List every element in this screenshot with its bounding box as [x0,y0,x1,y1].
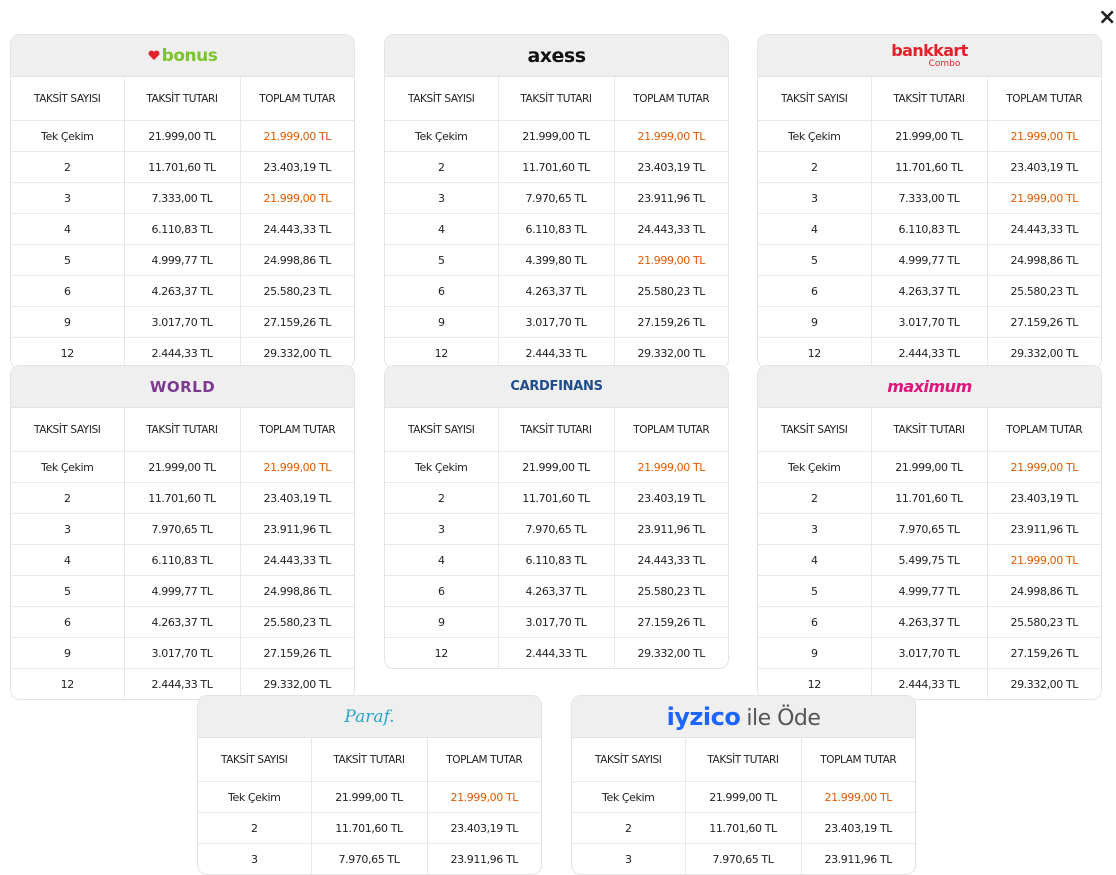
column-header-total-amount: TOPLAM TUTAR [614,408,728,452]
close-button[interactable]: × [1098,5,1116,30]
installment-amount: 4.399,80 TL [498,245,614,276]
column-header-installment-count: TAKSİT SAYISI [385,77,498,121]
installment-count: 2 [758,483,871,514]
installment-card-paraf [197,695,542,875]
installment-count: 12 [758,669,871,700]
installment-count: 2 [758,152,871,183]
installment-count: 6 [11,607,124,638]
installment-count: 9 [758,638,871,669]
table-row[interactable] [11,607,354,638]
table-row[interactable] [11,152,354,183]
installment-amount: 21.999,00 TL [124,121,240,152]
table-row[interactable] [385,214,728,245]
total-amount: 21.999,00 TL [614,121,728,152]
installment-count: 12 [758,338,871,369]
table-row[interactable] [385,514,728,545]
bankkart-logo-text: bankkart [891,40,968,60]
table-row[interactable] [11,183,354,214]
installment-amount: 6.110,83 TL [871,214,987,245]
installment-card-world [10,365,355,700]
installment-amount: 7.970,65 TL [124,514,240,545]
installment-count: 6 [758,607,871,638]
total-amount: 27.159,26 TL [240,307,354,338]
column-header-total-amount: TOPLAM TUTAR [801,738,915,782]
total-amount: 24.998,86 TL [987,245,1101,276]
table-row[interactable] [385,152,728,183]
total-amount: 27.159,26 TL [614,307,728,338]
installment-amount: 7.970,65 TL [498,514,614,545]
installment-count: 3 [758,514,871,545]
total-amount: 29.332,00 TL [637,346,706,360]
installment-amount: 21.999,00 TL [871,452,987,483]
table-row[interactable] [758,545,1101,576]
total-amount: 21.999,00 TL [240,121,354,152]
installment-amount: 4.999,77 TL [871,245,987,276]
installment-amount: 2.444,33 TL [498,638,614,669]
installment-card-iyzico [571,695,916,875]
bankkart-logo [891,40,968,69]
total-amount: 24.998,86 TL [240,576,354,607]
column-header-total-amount: TOPLAM TUTAR [614,77,728,121]
installment-count: 2 [572,813,685,844]
table-header-row [385,77,728,121]
total-amount: 23.403,19 TL [614,483,728,514]
installment-amount: 4.263,37 TL [124,276,240,307]
installment-count: 3 [385,183,498,214]
installment-count: Tek Çekim [198,782,311,813]
installment-amount: 2.444,33 TL [871,669,987,700]
table-row[interactable] [11,452,354,483]
total-amount: 24.443,33 TL [240,214,354,245]
installment-amount: 4.263,37 TL [498,276,614,307]
column-header-installment-amount: TAKSİT TUTARI [498,77,614,121]
installment-count: Tek Çekim [11,452,124,483]
bonus-logo [148,46,218,66]
cardfinans-logo: CARDFINANS [510,379,603,394]
card-header [385,366,728,408]
total-amount: 21.999,00 TL [427,782,541,813]
installment-count: 4 [11,214,124,245]
table-row[interactable] [198,782,541,813]
total-amount: 25.580,23 TL [240,607,354,638]
table-row[interactable] [758,338,1101,369]
installment-count: 3 [758,183,871,214]
installment-count: Tek Çekim [758,452,871,483]
table-row[interactable] [385,183,728,214]
maximum-logo: maximum [887,377,972,396]
column-header-total-amount: TOPLAM TUTAR [987,77,1101,121]
installment-table [758,77,1101,368]
installment-count: 4 [758,214,871,245]
installment-table [385,77,728,368]
installment-amount: 11.701,60 TL [311,813,427,844]
iyzico-logo-text: iyzico [666,702,741,731]
installment-table [11,408,354,699]
installment-amount: 11.701,60 TL [498,152,614,183]
bonus-logo-text: bonus [161,45,218,66]
installment-count: 6 [385,576,498,607]
column-header-total-amount: TOPLAM TUTAR [240,77,354,121]
column-header-installment-count: TAKSİT SAYISI [385,408,498,452]
installment-amount: 11.701,60 TL [498,483,614,514]
installment-count: 5 [11,576,124,607]
total-amount: 23.403,19 TL [240,483,354,514]
table-row[interactable] [385,483,728,514]
installment-amount: 4.999,77 TL [124,576,240,607]
installment-count: 9 [758,307,871,338]
table-row[interactable] [758,276,1101,307]
total-amount: 24.443,33 TL [240,545,354,576]
table-row[interactable] [385,245,728,276]
table-row[interactable] [758,183,1101,214]
table-row[interactable] [11,638,354,669]
installment-amount: 6.110,83 TL [124,545,240,576]
table-row[interactable] [11,514,354,545]
installment-count: 9 [11,638,124,669]
installment-count: 12 [11,669,124,700]
total-amount: 23.911,96 TL [987,514,1101,545]
installment-count: 6 [11,276,124,307]
column-header-installment-amount: TAKSİT TUTARI [685,738,801,782]
card-header [758,366,1101,408]
table-row[interactable] [758,638,1101,669]
total-amount: 25.580,23 TL [240,276,354,307]
total-amount: 25.580,23 TL [614,576,728,607]
table-row[interactable] [572,813,915,844]
installment-amount: 11.701,60 TL [685,813,801,844]
total-amount: 21.999,00 TL [614,245,728,276]
table-row[interactable] [758,121,1101,152]
installment-amount: 3.017,70 TL [124,638,240,669]
installment-amount: 3.017,70 TL [124,307,240,338]
column-header-installment-amount: TAKSİT TUTARI [124,408,240,452]
total-amount: 21.999,00 TL [240,452,354,483]
table-row[interactable] [11,121,354,152]
installment-amount: 2.444,33 TL [124,669,240,700]
table-header-row [758,408,1101,452]
table-row[interactable] [11,576,354,607]
table-row[interactable] [758,514,1101,545]
installment-count: 3 [11,183,124,214]
installment-amount: 7.970,65 TL [498,183,614,214]
paraf-logo: Paraf. [344,706,395,727]
installment-amount: 7.970,65 TL [871,514,987,545]
total-amount: 23.911,96 TL [450,852,519,866]
table-header-row [572,738,915,782]
total-amount: 27.159,26 TL [240,638,354,669]
heart-icon [148,50,160,61]
iyzico-logo [667,703,821,731]
installment-count: 5 [385,245,498,276]
column-header-installment-count: TAKSİT SAYISI [11,408,124,452]
total-amount: 29.332,00 TL [263,677,332,691]
installment-amount: 4.263,37 TL [498,576,614,607]
installment-table [198,738,541,874]
installment-table [11,77,354,368]
table-row[interactable] [11,214,354,245]
column-header-total-amount: TOPLAM TUTAR [987,408,1101,452]
axess-logo: axess [527,44,586,67]
table-row[interactable] [758,307,1101,338]
column-header-installment-amount: TAKSİT TUTARI [871,77,987,121]
total-amount: 29.332,00 TL [263,346,332,360]
table-row[interactable] [758,152,1101,183]
table-row[interactable] [11,338,354,369]
table-row[interactable] [385,121,728,152]
column-header-installment-count: TAKSİT SAYISI [758,408,871,452]
installment-amount: 21.999,00 TL [124,452,240,483]
installment-amount: 21.999,00 TL [498,121,614,152]
table-row[interactable] [385,276,728,307]
installment-count: 3 [385,514,498,545]
total-amount: 29.332,00 TL [637,646,706,660]
installment-count: 12 [11,338,124,369]
table-header-row [198,738,541,782]
installment-count: 4 [11,545,124,576]
installment-count: 5 [758,245,871,276]
total-amount: 21.999,00 TL [987,121,1101,152]
installment-count: 3 [198,844,311,875]
column-header-installment-count: TAKSİT SAYISI [198,738,311,782]
card-header [572,696,915,738]
table-row[interactable] [385,576,728,607]
iyzico-logo-sub: ile Öde [746,705,821,731]
installment-amount: 7.970,65 TL [311,844,427,875]
column-header-installment-count: TAKSİT SAYISI [11,77,124,121]
table-header-row [11,77,354,121]
installment-card-bankkart [757,34,1102,369]
installment-table [572,738,915,874]
installment-card-bonus [10,34,355,369]
total-amount: 24.443,33 TL [987,214,1101,245]
installment-amount: 4.999,77 TL [124,245,240,276]
table-row[interactable] [758,452,1101,483]
installment-amount: 21.999,00 TL [871,121,987,152]
table-row[interactable] [11,245,354,276]
installment-card-axess [384,34,729,369]
installment-amount: 11.701,60 TL [124,152,240,183]
installment-count: 3 [572,844,685,875]
installment-amount: 6.110,83 TL [498,214,614,245]
installment-amount: 2.444,33 TL [498,338,614,369]
installment-table [758,408,1101,699]
total-amount: 25.580,23 TL [987,276,1101,307]
installment-amount: 3.017,70 TL [871,307,987,338]
table-row[interactable] [758,483,1101,514]
installment-count: 12 [385,338,498,369]
total-amount: 21.999,00 TL [987,183,1101,214]
installment-count: 4 [385,545,498,576]
installment-amount: 21.999,00 TL [498,452,614,483]
installment-count: 2 [198,813,311,844]
table-row[interactable] [385,607,728,638]
table-row[interactable] [11,483,354,514]
installment-count: 2 [385,152,498,183]
column-header-installment-amount: TAKSİT TUTARI [124,77,240,121]
table-row[interactable] [385,307,728,338]
installment-amount: 6.110,83 TL [124,214,240,245]
table-row[interactable] [198,813,541,844]
bankkart-logo-sub: Combo [928,58,961,69]
card-header [385,35,728,77]
table-row[interactable] [385,338,728,369]
table-row[interactable] [385,452,728,483]
total-amount: 21.999,00 TL [240,183,354,214]
table-row[interactable] [11,545,354,576]
installment-count: 3 [11,514,124,545]
installment-amount: 5.499,75 TL [871,545,987,576]
installment-count: 9 [385,307,498,338]
total-amount: 23.403,19 TL [427,813,541,844]
total-amount: 29.332,00 TL [1010,346,1079,360]
total-amount: 21.999,00 TL [801,782,915,813]
installment-amount: 7.333,00 TL [124,183,240,214]
installment-count: 2 [11,152,124,183]
column-header-installment-count: TAKSİT SAYISI [572,738,685,782]
table-header-row [758,77,1101,121]
installment-amount: 2.444,33 TL [124,338,240,369]
table-row[interactable] [572,844,915,875]
total-amount: 24.443,33 TL [614,214,728,245]
table-row[interactable] [11,307,354,338]
total-amount: 25.580,23 TL [987,607,1101,638]
installment-amount: 4.263,37 TL [124,607,240,638]
installment-count: 2 [385,483,498,514]
installment-count: 4 [385,214,498,245]
total-amount: 23.403,19 TL [801,813,915,844]
total-amount: 29.332,00 TL [1010,677,1079,691]
installment-amount: 3.017,70 TL [498,607,614,638]
installment-amount: 21.999,00 TL [311,782,427,813]
total-amount: 23.403,19 TL [614,152,728,183]
table-row[interactable] [572,782,915,813]
total-amount: 23.403,19 TL [987,152,1101,183]
column-header-installment-amount: TAKSİT TUTARI [871,408,987,452]
total-amount: 27.159,26 TL [614,607,728,638]
column-header-total-amount: TOPLAM TUTAR [240,408,354,452]
table-row[interactable] [758,214,1101,245]
total-amount: 24.443,33 TL [614,545,728,576]
installment-table [385,408,728,668]
total-amount: 21.999,00 TL [987,545,1101,576]
table-row[interactable] [758,607,1101,638]
installment-count: Tek Çekim [572,782,685,813]
installment-count: 2 [11,483,124,514]
table-row[interactable] [758,245,1101,276]
total-amount: 23.911,96 TL [824,852,893,866]
card-header [198,696,541,738]
total-amount: 24.998,86 TL [987,576,1101,607]
total-amount: 21.999,00 TL [987,452,1101,483]
total-amount: 23.403,19 TL [240,152,354,183]
total-amount: 24.998,86 TL [240,245,354,276]
total-amount: 23.403,19 TL [987,483,1101,514]
table-row[interactable] [758,576,1101,607]
card-header [11,366,354,408]
installment-count: 6 [385,276,498,307]
installment-amount: 3.017,70 TL [498,307,614,338]
installment-card-maximum [757,365,1102,700]
table-row[interactable] [11,276,354,307]
total-amount: 23.911,96 TL [614,514,728,545]
total-amount: 23.911,96 TL [240,514,354,545]
installment-amount: 4.999,77 TL [871,576,987,607]
card-header [11,35,354,77]
installment-count: 9 [11,307,124,338]
installment-amount: 4.263,37 TL [871,276,987,307]
column-header-installment-amount: TAKSİT TUTARI [498,408,614,452]
installment-amount: 6.110,83 TL [498,545,614,576]
total-amount: 23.911,96 TL [614,183,728,214]
installment-count: Tek Çekim [385,121,498,152]
installment-card-cardfinans [384,365,729,669]
world-logo: WORLD [149,377,216,396]
installment-count: 5 [758,576,871,607]
installment-amount: 7.333,00 TL [871,183,987,214]
installment-amount: 11.701,60 TL [871,152,987,183]
table-row[interactable] [385,545,728,576]
installment-amount: 4.263,37 TL [871,607,987,638]
installment-count: 12 [385,638,498,669]
column-header-total-amount: TOPLAM TUTAR [427,738,541,782]
column-header-installment-amount: TAKSİT TUTARI [311,738,427,782]
installment-count: 9 [385,607,498,638]
table-row[interactable] [385,638,728,669]
installment-amount: 11.701,60 TL [124,483,240,514]
column-header-installment-count: TAKSİT SAYISI [758,77,871,121]
installment-amount: 21.999,00 TL [685,782,801,813]
installment-count: 4 [758,545,871,576]
card-header [758,35,1101,77]
installment-amount: 7.970,65 TL [685,844,801,875]
installment-amount: 2.444,33 TL [871,338,987,369]
total-amount: 21.999,00 TL [614,452,728,483]
installment-count: Tek Çekim [385,452,498,483]
total-amount: 27.159,26 TL [987,307,1101,338]
installment-count: Tek Çekim [11,121,124,152]
total-amount: 25.580,23 TL [614,276,728,307]
installment-count: 6 [758,276,871,307]
table-header-row [385,408,728,452]
installment-amount: 3.017,70 TL [871,638,987,669]
installment-count: 5 [11,245,124,276]
table-row[interactable] [198,844,541,875]
total-amount: 27.159,26 TL [987,638,1101,669]
table-header-row [11,408,354,452]
installment-count: Tek Çekim [758,121,871,152]
installment-amount: 11.701,60 TL [871,483,987,514]
